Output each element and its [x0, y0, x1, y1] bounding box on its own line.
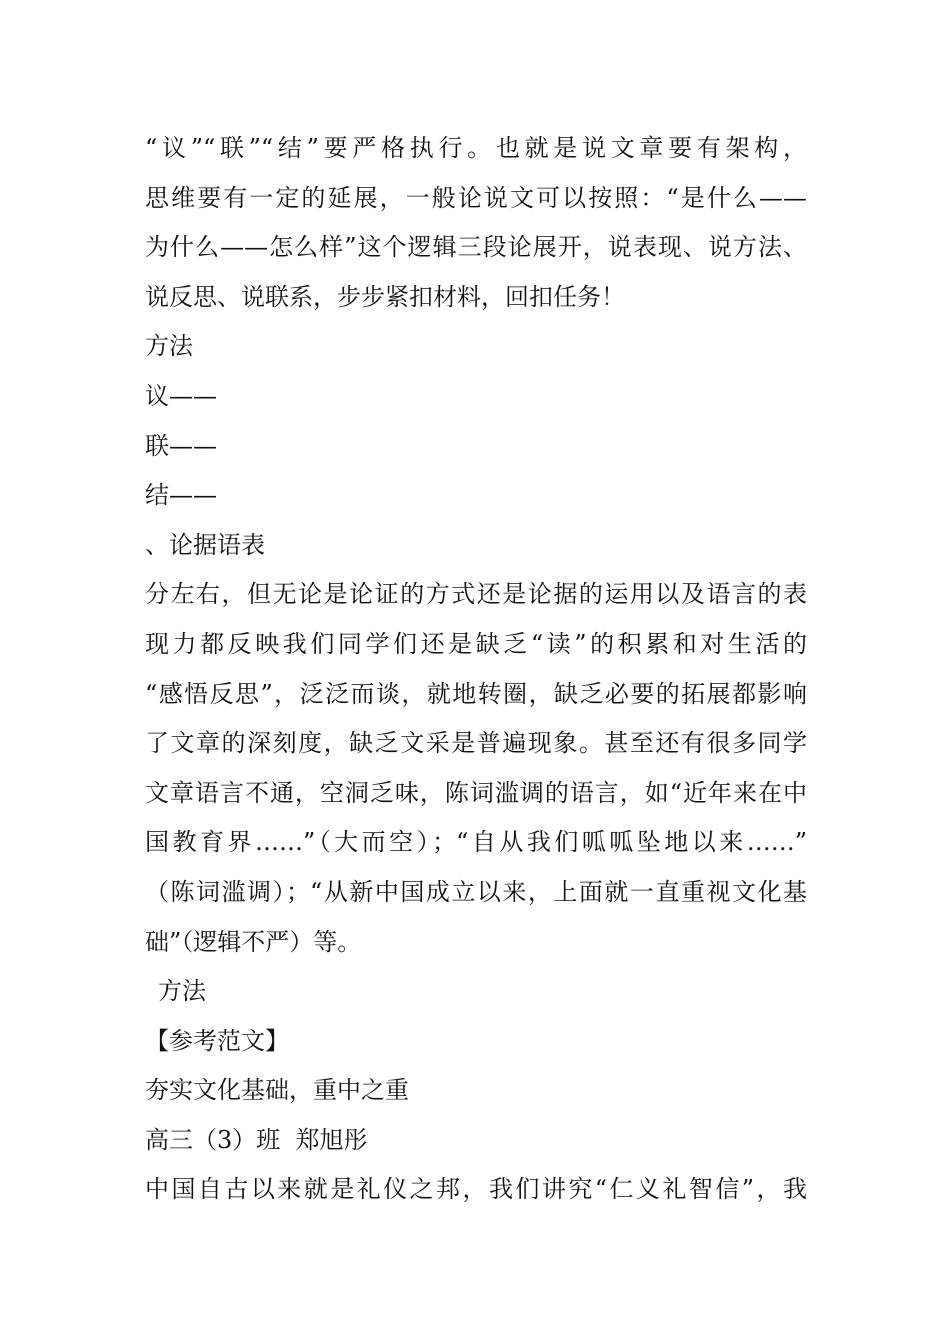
- paragraph-line: 现力都反映我们同学们还是缺乏“读”的积累和对生活的: [145, 629, 807, 658]
- section-heading: 、论据语表: [145, 530, 265, 559]
- paragraph-line: 文章语言不通，空洞乏味，陈词滥调的语言，如“近年来在中: [145, 778, 807, 807]
- list-item-lian: 联——: [145, 431, 217, 460]
- reference-heading: 【参考范文】: [145, 1026, 289, 1055]
- paragraph-line: 说反思、说联系，步步紧扣材料，回扣任务！: [145, 282, 625, 311]
- section-label-method: 方法: [145, 332, 193, 361]
- list-item-jie: 结——: [145, 481, 217, 510]
- essay-title: 夯实文化基础，重中之重: [145, 1076, 409, 1105]
- document-body: [145, 124, 807, 1215]
- paragraph-line: 中国自古以来就是礼仪之邦，我们讲究“仁义礼智信”，我: [145, 1175, 807, 1204]
- essay-author: 高三（3）班 郑旭彤: [145, 1125, 368, 1154]
- paragraph-line: （陈词滥调）；“从新中国成立以来，上面就一直重视文化基: [145, 877, 807, 906]
- paragraph-line: 了文章的深刻度，缺乏文采是普遍现象。甚至还有很多同学: [145, 729, 807, 758]
- paragraph-line: 为什么——怎么样”这个逻辑三段论展开，说表现、说方法、: [145, 233, 807, 262]
- paragraph-line: 础”（逻辑不严）等。: [145, 927, 362, 956]
- paragraph-line: 思维要有一定的延展，一般论说文可以按照：“是什么——: [145, 183, 807, 212]
- paragraph-line: “感悟反思”，泛泛而谈，就地转圈，缺乏必要的拓展都影响: [145, 679, 807, 708]
- paragraph-line: 国教育界……”（大而空）；“自从我们呱呱坠地以来……”: [145, 828, 807, 857]
- paragraph-line: “议”“联”“结”要严格执行。也就是说文章要有架构，: [145, 134, 807, 162]
- paragraph-line: 分左右，但无论是论证的方式还是论据的运用以及语言的表: [145, 580, 807, 609]
- section-label-method: 方法: [158, 977, 206, 1006]
- list-item-yi: 议——: [145, 381, 217, 410]
